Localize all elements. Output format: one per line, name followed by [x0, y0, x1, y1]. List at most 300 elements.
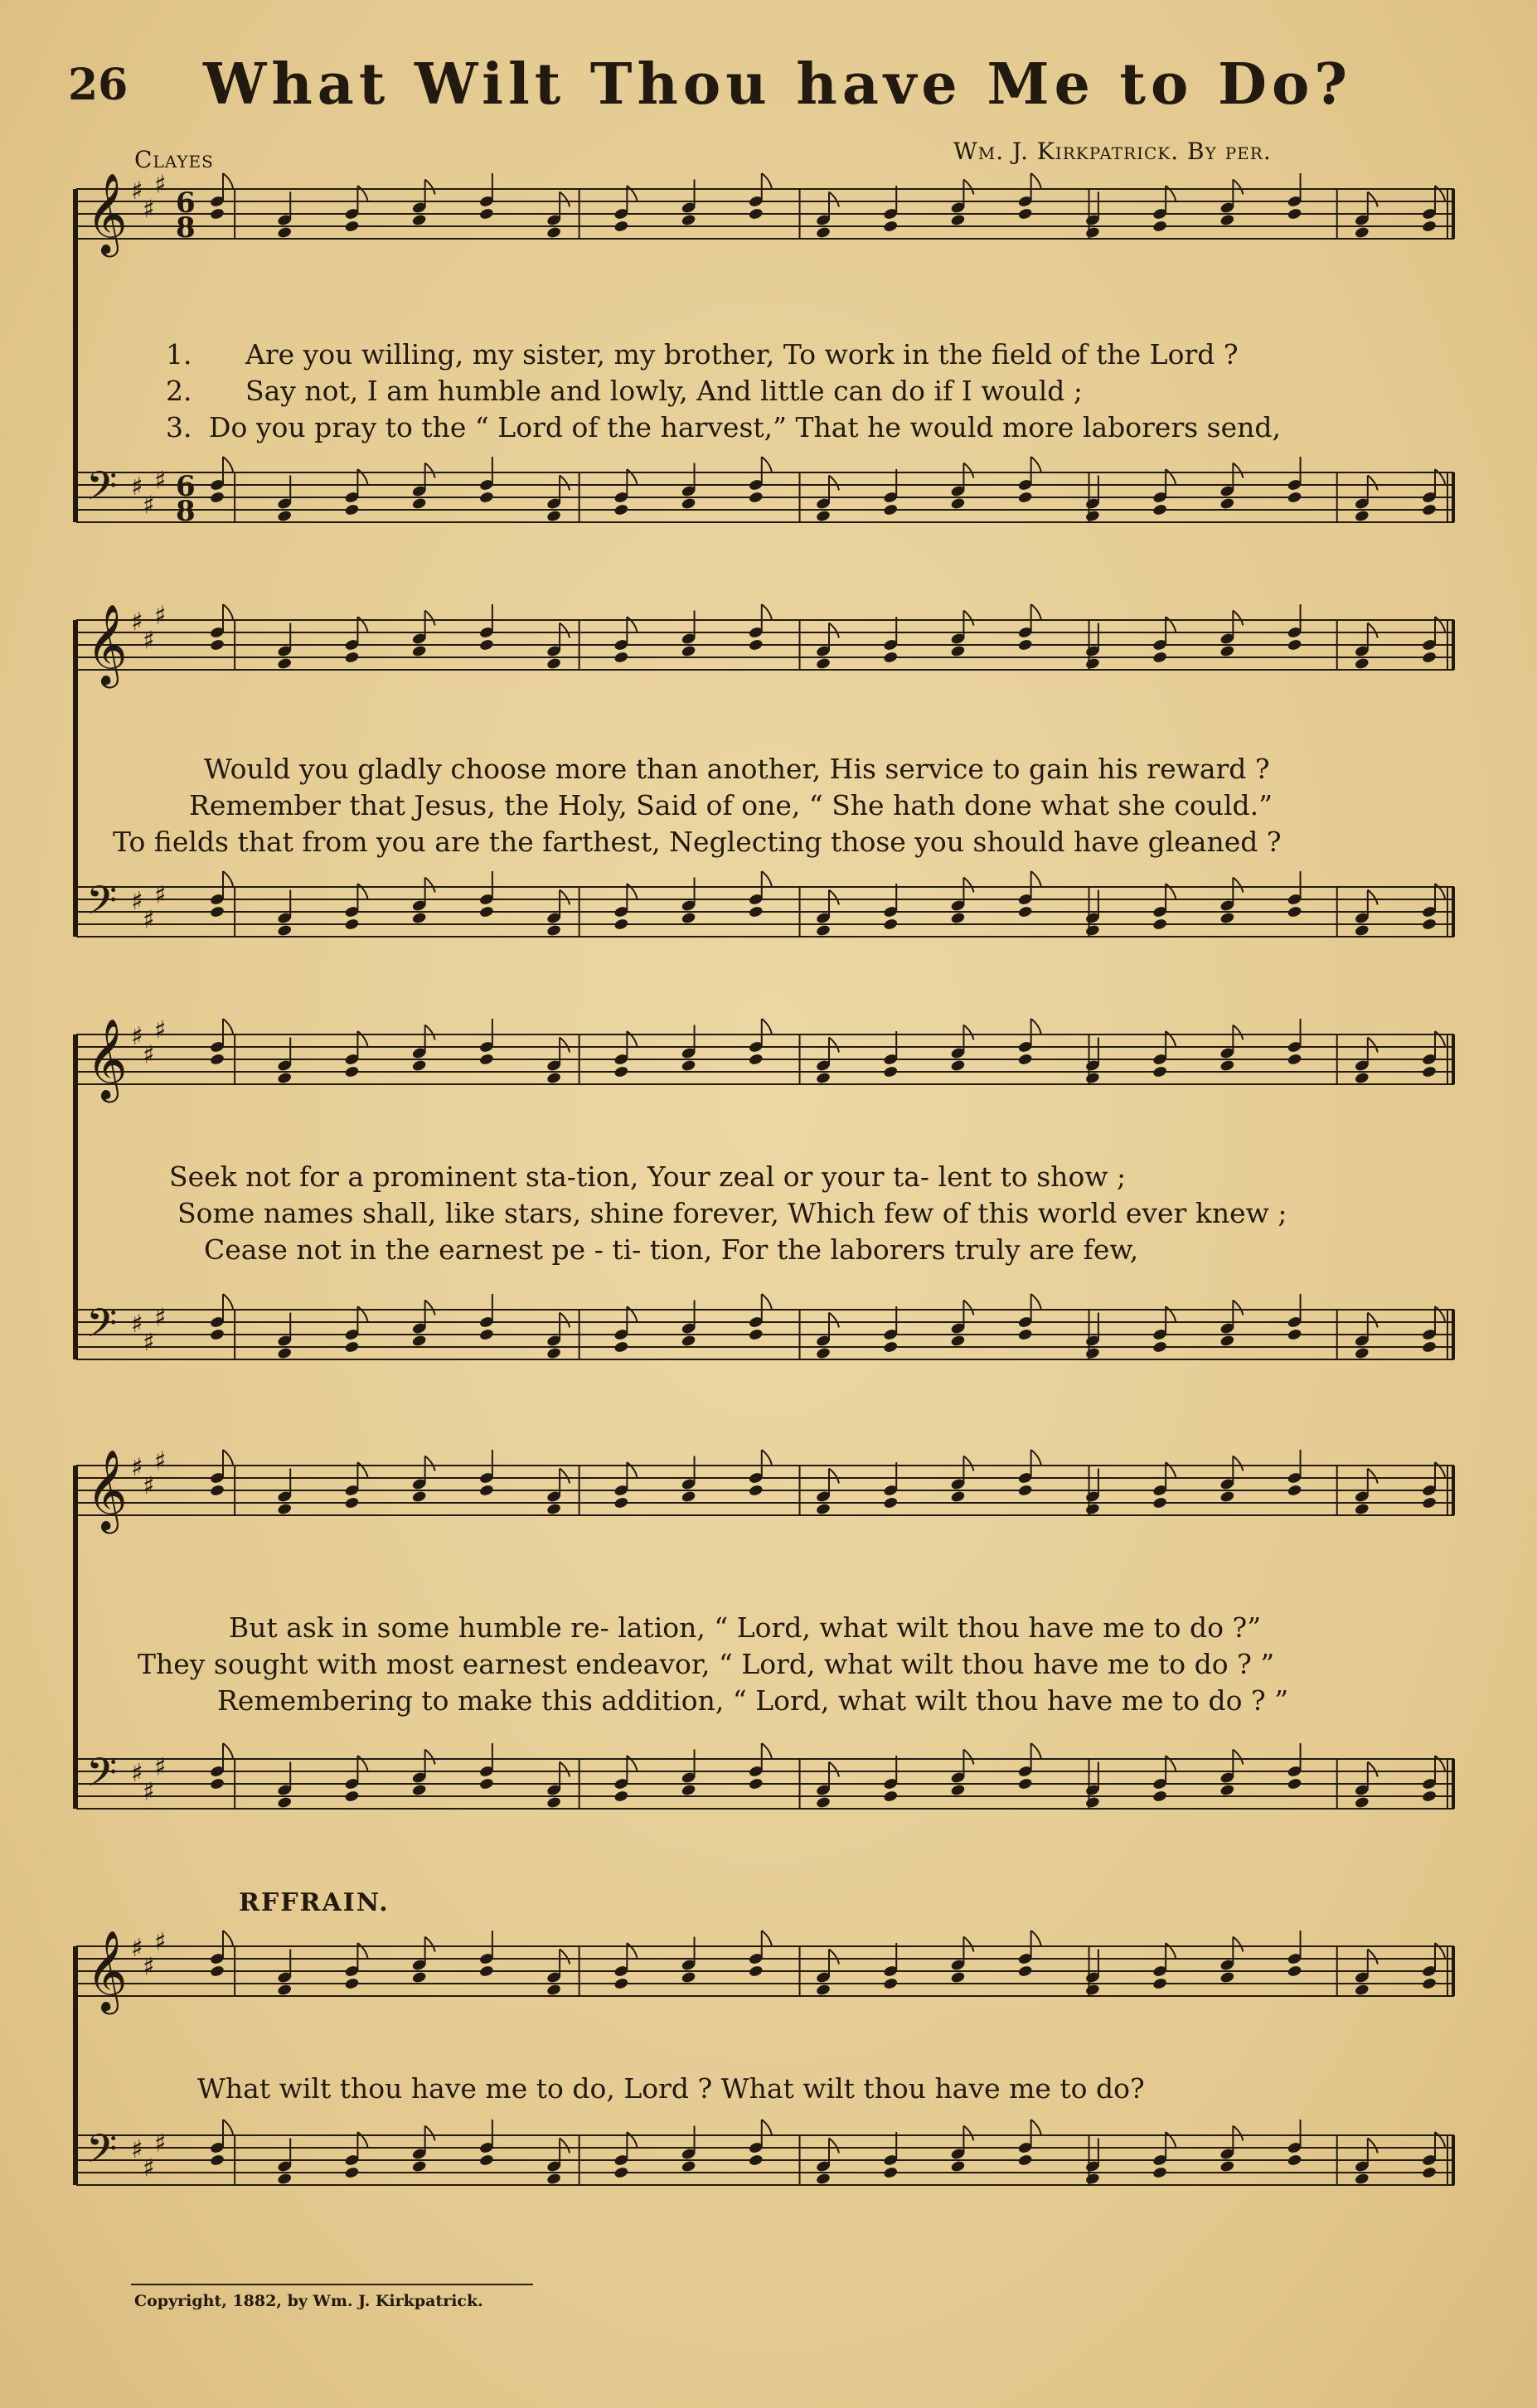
sharp-icon: ♯ [131, 887, 143, 916]
note-flag [560, 1038, 570, 1053]
time-signature-bottom: 8 [176, 495, 196, 528]
note-head [1422, 1340, 1438, 1354]
note-head [210, 2154, 225, 2167]
note-head [277, 1503, 293, 1516]
note-head [344, 1977, 360, 1990]
bass-clef-icon: 𝄢 [86, 1749, 118, 1805]
sharp-icon: ♯ [154, 1015, 167, 1045]
note-head [681, 645, 696, 658]
sharp-icon: ♯ [131, 1759, 143, 1788]
note-flag [425, 1456, 435, 1471]
note-flag [627, 2132, 637, 2147]
note-head [344, 918, 360, 931]
note-head [478, 1484, 494, 1497]
note-flag [762, 173, 772, 188]
note-flag [425, 463, 435, 478]
note-flag [1233, 1937, 1243, 1952]
note-head [1219, 497, 1235, 511]
note-head [1287, 491, 1302, 504]
note-flag [223, 1294, 233, 1309]
music-system-1 [71, 170, 1460, 564]
note-head [1084, 510, 1100, 523]
note-flag [1233, 1750, 1243, 1765]
note-head [681, 1490, 696, 1504]
bass-clef-icon: 𝄢 [86, 1300, 118, 1356]
note-head [1422, 1977, 1438, 1990]
sharp-icon: ♯ [131, 1453, 143, 1482]
note-head [478, 1965, 494, 1978]
note-head [613, 2166, 629, 2179]
note-flag [829, 1469, 839, 1484]
sharp-icon: ♯ [154, 1303, 167, 1333]
note-flag [357, 1756, 367, 1771]
sharp-icon: ♯ [154, 1752, 167, 1782]
note-flag [357, 1031, 367, 1046]
note-head [613, 1977, 629, 1990]
note-head [1084, 1347, 1100, 1360]
sharp-icon: ♯ [154, 601, 167, 631]
note-head [883, 651, 899, 664]
treble-clef-icon: 𝄞 [86, 603, 128, 685]
note-head [950, 1335, 966, 1348]
note-head [1152, 1790, 1168, 1803]
sharp-icon: ♯ [154, 880, 167, 910]
note-flag [1233, 1301, 1243, 1315]
note-head [613, 1496, 629, 1509]
note-head [1084, 924, 1100, 938]
note-head [1422, 2166, 1438, 2179]
note-head [1219, 912, 1235, 925]
note-flag [963, 1750, 973, 1765]
note-head [1287, 1965, 1302, 1978]
note-head [1152, 2166, 1168, 2179]
note-head [1219, 645, 1235, 658]
note-head [1422, 1790, 1438, 1803]
note-head [1354, 2173, 1370, 2186]
note-flag [1031, 1450, 1041, 1465]
system-bracket [73, 1034, 78, 1359]
note-flag [1368, 1038, 1378, 1053]
sharp-icon: ♯ [143, 1777, 155, 1807]
note-flag [425, 1301, 435, 1315]
note-head [277, 1072, 293, 1085]
sharp-icon: ♯ [131, 608, 143, 637]
note-head [210, 638, 225, 652]
note-head [1354, 1984, 1370, 1997]
system-bracket [73, 1466, 78, 1809]
note-flag [1368, 1762, 1378, 1777]
note-head [613, 918, 629, 931]
note-flag [223, 2120, 233, 2134]
note-flag [223, 1931, 233, 1945]
note-head [1287, 1328, 1302, 1341]
lyric-line: To fields that from you are the farthest, Neglecting those you should have gleaned ? [113, 826, 1282, 858]
note-head [681, 2160, 696, 2173]
note-head [1219, 2160, 1235, 2173]
note-head [1017, 2154, 1033, 2167]
note-flag [425, 878, 435, 893]
music-system-3 [71, 1015, 1460, 1417]
note-flag [1166, 1031, 1176, 1046]
note-flag [223, 457, 233, 472]
treble-clef-icon: 𝄞 [86, 1449, 128, 1530]
sharp-icon: ♯ [131, 1310, 143, 1339]
note-head [613, 220, 629, 233]
note-flag [829, 1762, 839, 1777]
music-system-4 [71, 1446, 1460, 1873]
note-head [546, 1347, 562, 1360]
note-head [1017, 638, 1033, 652]
note-head [748, 1053, 764, 1066]
staff-notation-1 [71, 170, 1460, 564]
note-flag [1233, 463, 1243, 478]
note-head [748, 491, 764, 504]
note-flag [1031, 173, 1041, 188]
sharp-icon: ♯ [143, 1328, 155, 1358]
note-head [1287, 905, 1302, 918]
sharp-icon: ♯ [154, 466, 167, 496]
note-head [344, 220, 360, 233]
note-head [1354, 510, 1370, 523]
time-signature-bottom: 8 [176, 211, 196, 245]
note-head [816, 510, 832, 523]
note-flag [1031, 1743, 1041, 1758]
note-flag [963, 878, 973, 893]
page-number: 26 [68, 60, 128, 110]
note-head [210, 1328, 225, 1341]
note-flag [963, 2126, 973, 2141]
note-head [478, 1777, 494, 1790]
lyricist-credit: Clayes [134, 146, 214, 173]
sharp-icon: ♯ [143, 491, 155, 521]
note-head [210, 207, 225, 220]
note-head [1354, 1347, 1370, 1360]
note-head [546, 2173, 562, 2186]
note-head [681, 912, 696, 925]
note-flag [829, 2139, 839, 2154]
lyric-line: They sought with most earnest endeavor, “ Lord, what wilt thou have me to do ? ” [138, 1648, 1275, 1680]
note-head [478, 638, 494, 652]
note-head [681, 1335, 696, 1348]
treble-clef-icon: 𝄞 [86, 172, 128, 254]
note-head [1219, 1335, 1235, 1348]
note-head [411, 1059, 427, 1073]
note-flag [963, 1025, 973, 1040]
note-head [950, 912, 966, 925]
note-head [1017, 1053, 1033, 1066]
note-head [478, 1328, 494, 1341]
note-head [681, 214, 696, 227]
note-head [1017, 491, 1033, 504]
note-flag [560, 192, 570, 207]
note-head [950, 1971, 966, 1984]
note-head [883, 2166, 899, 2179]
note-head [748, 207, 764, 220]
lyric-line: Remembering to make this addition, “ Lord, what wilt thou have me to do ? ” [217, 1684, 1289, 1717]
note-flag [1031, 1019, 1041, 1034]
note-flag [627, 469, 637, 484]
note-flag [1166, 186, 1176, 201]
note-head [748, 905, 764, 918]
note-head [1219, 1784, 1235, 1797]
note-flag [1368, 623, 1378, 638]
note-head [1219, 1490, 1235, 1504]
note-head [210, 905, 225, 918]
note-flag [1435, 2132, 1445, 2147]
note-flag [829, 890, 839, 905]
note-flag [1368, 1469, 1378, 1484]
note-head [950, 1784, 966, 1797]
music-system-2 [71, 601, 1460, 995]
note-head [613, 1340, 629, 1354]
note-flag [627, 1943, 637, 1958]
note-head [1219, 1971, 1235, 1984]
sharp-icon: ♯ [131, 1934, 143, 1963]
note-flag [762, 1450, 772, 1465]
note-head [1152, 1977, 1168, 1990]
sharp-icon: ♯ [131, 177, 143, 206]
note-flag [1166, 617, 1176, 632]
lyric-line: Are you willing, my sister, my brother, To work in the field of the Lord ? [245, 338, 1239, 371]
note-flag [1166, 1306, 1176, 1321]
sharp-icon: ♯ [131, 472, 143, 501]
sharp-icon: ♯ [143, 1471, 155, 1501]
note-head [1152, 503, 1168, 516]
note-head [344, 2166, 360, 2179]
note-head [1152, 1340, 1168, 1354]
note-flag [223, 1743, 233, 1758]
composer-credit: Wm. J. Kirkpatrick. By per. [953, 138, 1272, 165]
note-head [344, 651, 360, 664]
note-flag [1368, 476, 1378, 491]
note-flag [1233, 180, 1243, 195]
note-head [277, 1796, 293, 1810]
note-flag [829, 192, 839, 207]
note-head [546, 924, 562, 938]
refrain-label: RFFRAIN. [239, 1888, 390, 1917]
sharp-icon: ♯ [143, 626, 155, 656]
note-head [411, 1490, 427, 1504]
note-head [816, 1347, 832, 1360]
time-signature-top: 6 [176, 187, 196, 220]
sharp-icon: ♯ [143, 195, 155, 225]
note-flag [1435, 1943, 1445, 1958]
note-head [1152, 1065, 1168, 1078]
note-flag [1031, 1294, 1041, 1309]
note-head [1017, 1328, 1033, 1341]
note-flag [627, 186, 637, 201]
note-flag [560, 1950, 570, 1965]
sharp-icon: ♯ [143, 1040, 155, 1070]
verse-number: 2. [166, 375, 192, 407]
note-head [1152, 1496, 1168, 1509]
note-flag [829, 476, 839, 491]
note-head [1287, 1777, 1302, 1790]
note-head [277, 924, 293, 938]
note-head [1354, 1072, 1370, 1085]
note-head [883, 503, 899, 516]
note-flag [762, 2120, 772, 2134]
verse-number: 3. [166, 411, 192, 443]
note-head [681, 1059, 696, 1073]
note-head [478, 1053, 494, 1066]
note-head [210, 1777, 225, 1790]
note-head [1017, 207, 1033, 220]
bass-clef-icon: 𝄢 [86, 463, 118, 519]
note-head [277, 1347, 293, 1360]
copyright-notice: Copyright, 1882, by Wm. J. Kirkpatrick. [134, 2292, 483, 2310]
note-head [1017, 1484, 1033, 1497]
note-head [411, 1971, 427, 1984]
sharp-icon: ♯ [154, 1446, 167, 1476]
note-flag [560, 1762, 570, 1777]
treble-clef-icon: 𝄞 [86, 1930, 128, 2011]
note-head [748, 1328, 764, 1341]
note-head [883, 220, 899, 233]
note-head [1219, 1059, 1235, 1073]
note-flag [425, 1937, 435, 1952]
hymn-title: What Wilt Thou have Me to Do? [203, 51, 1353, 118]
note-flag [425, 611, 435, 626]
note-head [1084, 1984, 1100, 1997]
note-head [1017, 1777, 1033, 1790]
music-system-5 [71, 1921, 1460, 2253]
lyric-line: What wilt thou have me to do, Lord ? What wilt thou have me to do? [197, 2072, 1145, 2105]
note-flag [425, 1025, 435, 1040]
note-head [816, 1503, 832, 1516]
note-flag [560, 890, 570, 905]
note-flag [1435, 884, 1445, 899]
note-head [1422, 503, 1438, 516]
sharp-icon: ♯ [154, 170, 167, 200]
note-head [546, 1072, 562, 1085]
note-flag [1368, 192, 1378, 207]
note-head [1084, 226, 1100, 240]
note-head [1084, 1796, 1100, 1810]
note-flag [1166, 469, 1176, 484]
note-head [210, 1053, 225, 1066]
note-head [681, 1784, 696, 1797]
note-flag [762, 604, 772, 619]
note-head [816, 1072, 832, 1085]
note-flag [1166, 1756, 1176, 1771]
note-flag [1233, 2126, 1243, 2141]
note-head [950, 645, 966, 658]
note-flag [1166, 2132, 1176, 2147]
note-head [613, 1065, 629, 1078]
note-head [950, 1490, 966, 1504]
note-head [950, 1059, 966, 1073]
note-flag [560, 1469, 570, 1484]
note-head [1287, 1053, 1302, 1066]
note-flag [223, 1450, 233, 1465]
note-head [613, 651, 629, 664]
note-head [816, 924, 832, 938]
note-head [411, 1335, 427, 1348]
note-head [748, 1484, 764, 1497]
note-flag [1031, 604, 1041, 619]
note-flag [357, 1306, 367, 1321]
note-flag [1368, 1313, 1378, 1328]
note-head [1354, 657, 1370, 671]
bass-clef-icon: 𝄢 [86, 2125, 118, 2182]
note-flag [1233, 1456, 1243, 1471]
note-head [748, 2154, 764, 2167]
note-flag [829, 1313, 839, 1328]
bass-clef-icon: 𝄢 [86, 877, 118, 933]
note-flag [762, 1931, 772, 1945]
note-flag [627, 1462, 637, 1477]
note-head [546, 226, 562, 240]
note-head [1017, 905, 1033, 918]
lyric-line: Seek not for a prominent sta-tion, Your zeal or your ta- lent to show ; [169, 1160, 1127, 1193]
note-flag [357, 884, 367, 899]
note-flag [357, 2132, 367, 2147]
note-flag [1233, 611, 1243, 626]
note-flag [627, 884, 637, 899]
sharp-icon: ♯ [154, 2129, 167, 2158]
note-flag [627, 1031, 637, 1046]
lyric-line: Do you pray to the “ Lord of the harvest,” That he would more laborers send, [209, 411, 1281, 443]
note-head [411, 214, 427, 227]
note-flag [560, 2139, 570, 2154]
sharp-icon: ♯ [143, 2154, 155, 2183]
note-flag [1233, 878, 1243, 893]
note-head [1084, 1072, 1100, 1085]
note-flag [357, 1943, 367, 1958]
note-head [748, 1777, 764, 1790]
note-flag [1435, 617, 1445, 632]
note-head [478, 207, 494, 220]
note-head [411, 1784, 427, 1797]
note-head [1017, 1965, 1033, 1978]
note-head [883, 1790, 899, 1803]
sharp-icon: ♯ [143, 905, 155, 935]
note-flag [762, 1294, 772, 1309]
note-head [1219, 214, 1235, 227]
note-head [277, 1984, 293, 1997]
note-flag [963, 463, 973, 478]
note-head [411, 645, 427, 658]
note-head [1287, 638, 1302, 652]
note-head [883, 1065, 899, 1078]
note-head [883, 1340, 899, 1354]
note-head [344, 1790, 360, 1803]
note-head [613, 503, 629, 516]
note-flag [1435, 186, 1445, 201]
note-flag [627, 1306, 637, 1321]
note-head [1422, 651, 1438, 664]
system-bracket [73, 620, 78, 937]
note-head [1354, 1796, 1370, 1810]
note-head [210, 1965, 225, 1978]
note-flag [1435, 1306, 1445, 1321]
note-head [1152, 918, 1168, 931]
note-head [411, 2160, 427, 2173]
note-head [816, 657, 832, 671]
note-head [613, 1790, 629, 1803]
note-flag [1368, 1950, 1378, 1965]
note-head [344, 1065, 360, 1078]
note-head [411, 912, 427, 925]
note-head [883, 1496, 899, 1509]
note-flag [963, 1456, 973, 1471]
note-flag [1166, 1462, 1176, 1477]
lyric-line: Some names shall, like stars, shine forever, Which few of this world ever knew ; [177, 1197, 1287, 1229]
note-flag [627, 1756, 637, 1771]
lyric-line: Say not, I am humble and lowly, And little can do if I would ; [245, 375, 1083, 407]
note-flag [425, 2126, 435, 2141]
